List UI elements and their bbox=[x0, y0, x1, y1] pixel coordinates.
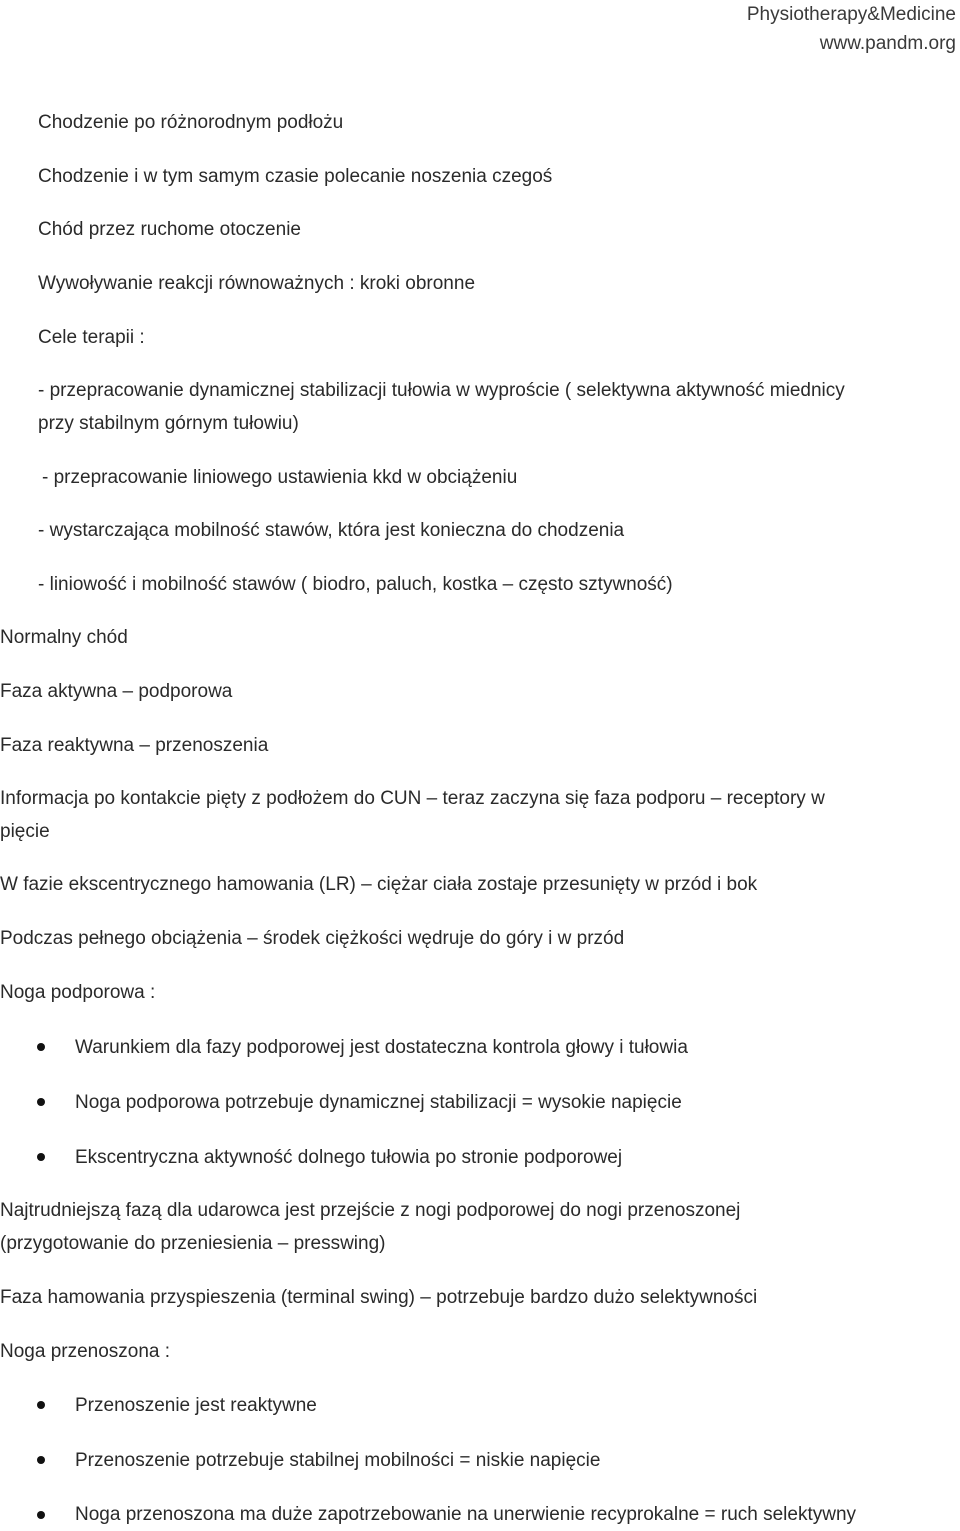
text-line: Chodzenie i w tym samym czasie polecanie noszenia czegoś bbox=[38, 166, 553, 187]
text-line: W fazie ekscentrycznego hamowania (LR) – ciężar ciała zostaje przesunięty w przód i bok bbox=[0, 874, 758, 895]
list-item: Noga podporowa potrzebuje dynamicznej stabilizacji = wysokie napięcie bbox=[75, 1092, 682, 1113]
text-line: pięcie bbox=[0, 821, 50, 842]
section-heading: Noga przenoszona : bbox=[0, 1341, 171, 1362]
bullet-icon bbox=[37, 1401, 45, 1409]
text-line: - liniowość i mobilność stawów ( biodro, paluch, kostka – często sztywność) bbox=[38, 574, 673, 595]
list-item: Przenoszenie jest reaktywne bbox=[75, 1395, 317, 1416]
text-line: przy stabilnym górnym tułowiu) bbox=[38, 413, 299, 434]
bullet-icon bbox=[37, 1098, 45, 1106]
text-line: (przygotowanie do przeniesienia – presswing) bbox=[0, 1233, 386, 1254]
text-line: - przepracowanie liniowego ustawienia kkd w obciążeniu bbox=[42, 467, 518, 488]
list-item: Noga przenoszona ma duże zapotrzebowanie na unerwienie recyprokalne = ruch selektywny bbox=[75, 1504, 857, 1525]
section-heading: Cele terapii : bbox=[38, 327, 145, 348]
header-url: www.pandm.org bbox=[819, 33, 956, 54]
list-item: Warunkiem dla fazy podporowej jest dostateczna kontrola głowy i tułowia bbox=[75, 1037, 688, 1058]
text-line: Chód przez ruchome otoczenie bbox=[38, 219, 301, 240]
bullet-icon bbox=[37, 1043, 45, 1051]
bullet-icon bbox=[37, 1153, 45, 1161]
text-line: Faza reaktywna – przenoszenia bbox=[0, 735, 269, 756]
list-item: Ekscentryczna aktywność dolnego tułowia po stronie podporowej bbox=[75, 1147, 623, 1168]
text-line: - przepracowanie dynamicznej stabilizacji tułowia w wyproście ( selektywna aktywność miednicy bbox=[38, 380, 845, 401]
bullet-icon bbox=[37, 1456, 45, 1464]
page-header bbox=[747, 0, 956, 58]
text-line: Faza aktywna – podporowa bbox=[0, 681, 233, 702]
bullet-icon bbox=[37, 1511, 45, 1519]
section-heading: Normalny chód bbox=[0, 627, 128, 648]
text-line: Najtrudniejszą fazą dla udarowca jest przejście z nogi podporowej do nogi przenoszonej bbox=[0, 1200, 741, 1221]
list-item: Przenoszenie potrzebuje stabilnej mobilności = niskie napięcie bbox=[75, 1450, 601, 1471]
text-line: Wywoływanie reakcji równoważnych : kroki obronne bbox=[38, 273, 476, 294]
text-line: Podczas pełnego obciążenia – środek ciężkości wędruje do góry i w przód bbox=[0, 928, 625, 949]
text-line: Chodzenie po różnorodnym podłożu bbox=[38, 112, 344, 133]
header-brand: Physiotherapy&Medicine bbox=[746, 4, 956, 25]
section-heading: Noga podporowa : bbox=[0, 982, 156, 1003]
text-line: Faza hamowania przyspieszenia (terminal swing) – potrzebuje bardzo dużo selektywności bbox=[0, 1287, 758, 1308]
text-line: - wystarczająca mobilność stawów, która jest konieczna do chodzenia bbox=[38, 520, 625, 541]
text-line: Informacja po kontakcie pięty z podłożem do CUN – teraz zaczyna się faza podporu – receptory w bbox=[0, 788, 825, 809]
